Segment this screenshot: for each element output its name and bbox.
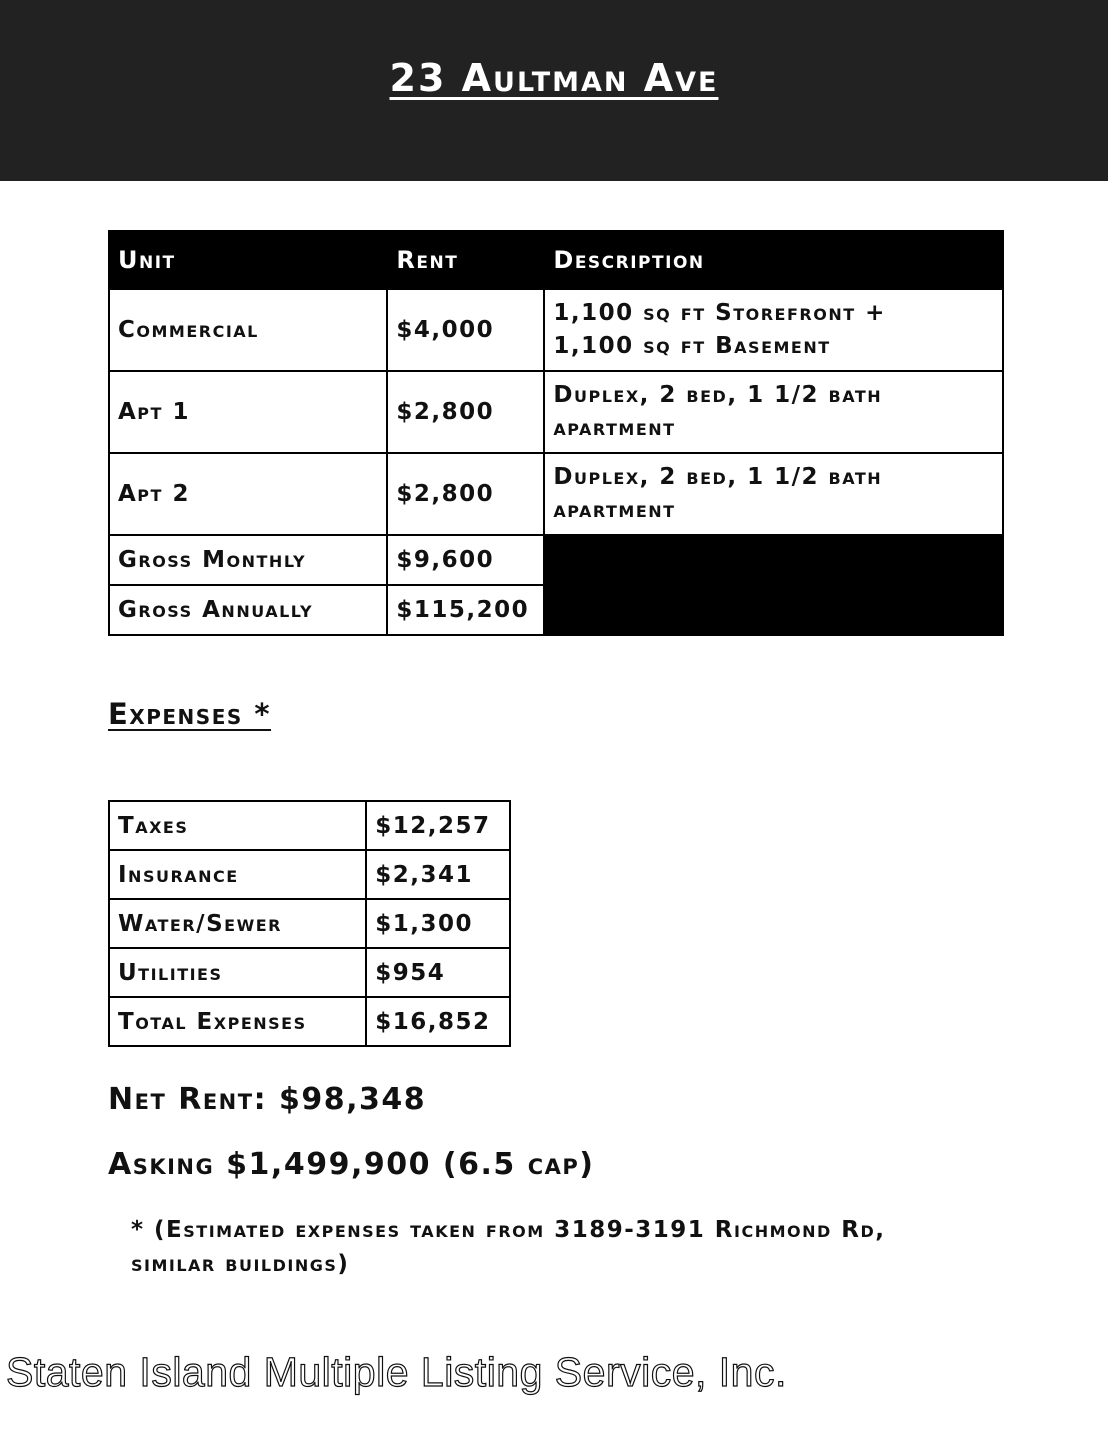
unit-cell: Apt 2 [109, 453, 387, 535]
table-row [109, 850, 510, 899]
unit-cell: Commercial [109, 289, 387, 371]
rent-table [108, 230, 1004, 636]
page-title: 23 Aultman Ave [389, 56, 719, 100]
note-line: * (Estimated expenses taken from 3189-3191 Richmond Rd, [131, 1217, 886, 1243]
description-cell [544, 289, 1003, 371]
gross-annually-label: Gross Annually [109, 585, 387, 635]
gross-monthly-value: $9,600 [387, 535, 544, 585]
watermark: Staten Island Multiple Listing Service, Inc. [6, 1349, 787, 1395]
net-rent: Net Rent: $98,348 [108, 1082, 427, 1117]
gross-monthly-label: Gross Monthly [109, 535, 387, 585]
blackout-cell [544, 535, 1003, 635]
asking-price: Asking $1,499,900 (6.5 cap) [108, 1147, 595, 1182]
description-line: apartment [553, 497, 676, 523]
rent-cell: $2,800 [387, 453, 544, 535]
header-banner [0, 0, 1108, 181]
expense-value: $12,257 [366, 801, 510, 850]
expense-value: $1,300 [366, 899, 510, 948]
expense-value: $954 [366, 948, 510, 997]
rent-cell: $2,800 [387, 371, 544, 453]
expense-value: $16,852 [366, 997, 510, 1046]
expense-value: $2,341 [366, 850, 510, 899]
table-row [109, 453, 1003, 535]
table-row [109, 801, 510, 850]
unit-cell: Apt 1 [109, 371, 387, 453]
table-row [109, 289, 1003, 371]
rent-header: Rent [387, 231, 544, 289]
expense-label: Total Expenses [109, 997, 366, 1046]
table-row [109, 948, 510, 997]
gross-annually-value: $115,200 [387, 585, 544, 635]
expense-label: Water/Sewer [109, 899, 366, 948]
description-cell [544, 371, 1003, 453]
description-line: 1,100 sq ft Basement [553, 333, 831, 359]
note-line: similar buildings) [131, 1251, 350, 1277]
expenses-title: Expenses * [108, 697, 272, 731]
description-line: 1,100 sq ft Storefront + [553, 300, 886, 326]
gross-monthly-row [109, 535, 1003, 585]
rent-table-header [109, 231, 1003, 289]
expenses-note [131, 1213, 1031, 1281]
unit-header: Unit [109, 231, 387, 289]
description-line: Duplex, 2 bed, 1 1/2 bath [553, 464, 883, 490]
table-row [109, 371, 1003, 453]
expense-label: Utilities [109, 948, 366, 997]
description-header: Description [544, 231, 1003, 289]
description-cell [544, 453, 1003, 535]
description-line: apartment [553, 415, 676, 441]
expense-label: Taxes [109, 801, 366, 850]
table-row [109, 997, 510, 1046]
table-row [109, 899, 510, 948]
rent-cell: $4,000 [387, 289, 544, 371]
expense-label: Insurance [109, 850, 366, 899]
expenses-table [108, 800, 511, 1047]
description-line: Duplex, 2 bed, 1 1/2 bath [553, 382, 883, 408]
